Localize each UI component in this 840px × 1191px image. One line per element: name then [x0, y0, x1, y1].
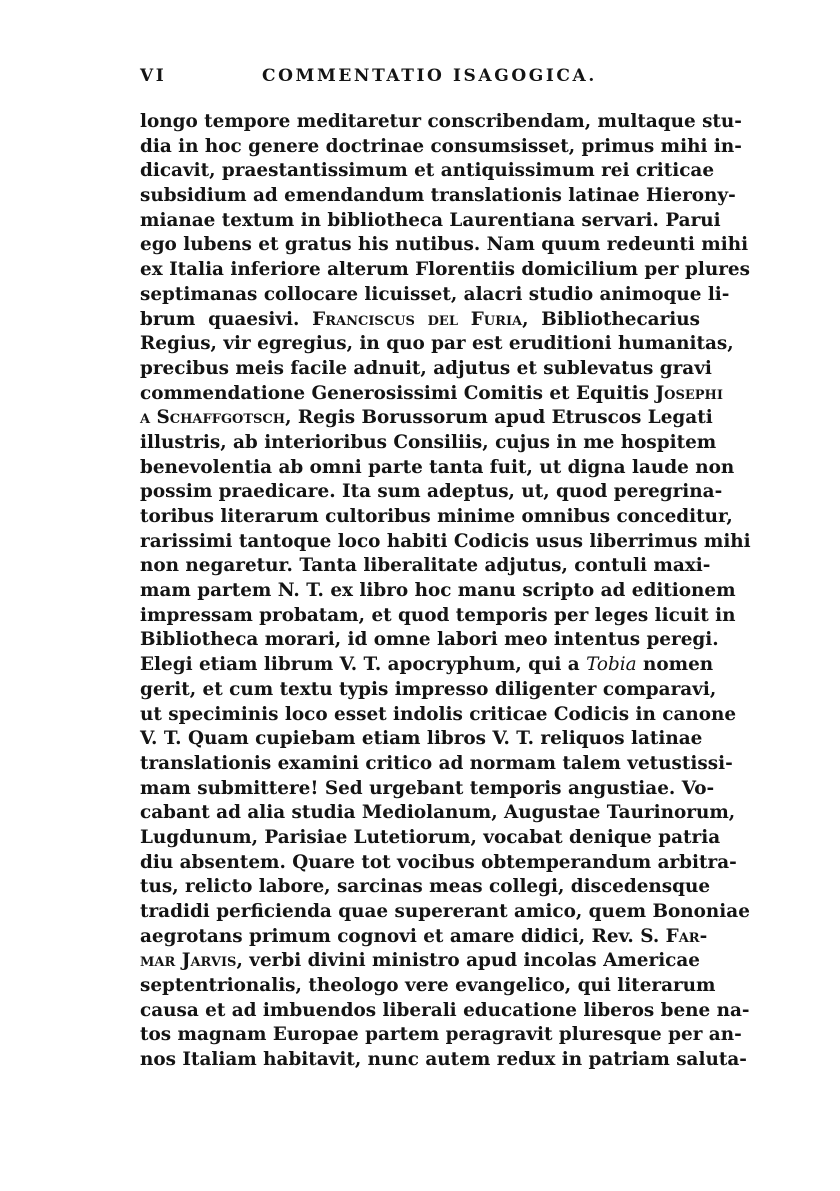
text-line: Lugdunum, Parisiae Lutetiorum, vocabat denique patria	[140, 826, 721, 848]
text-line: illustris, ab interioribus Consiliis, cujus in me hospitem	[140, 431, 717, 453]
text-line	[140, 653, 714, 678]
text-line: causa et ad imbuendos liberali educatione liberos bene na-	[140, 999, 750, 1021]
text-segment: Elegi etiam librum V. T. apocryphum, qui a	[140, 654, 587, 676]
text-line: toribus literarum cultoribus minime omnibus conceditur,	[140, 506, 733, 527]
text-line: dicavit, praestantissimum et antiquissimum rei criticae	[140, 160, 715, 182]
text-line: septentrionalis, theologo vere evangelico, qui literarum	[140, 975, 716, 997]
text-line: precibus meis facile adnuit, adjutus et sublevatus gravi	[140, 357, 712, 379]
text-line: benevolentia ab omni parte tanta fuit, ut digna laude non	[140, 456, 735, 478]
text-segment: , Bibliothecarius	[522, 308, 700, 330]
text-line: mianae textum in bibliotheca Laurentiana servari. Parui	[140, 209, 721, 231]
text-line: impressam probatam, et quod temporis per leges licuit in	[140, 604, 736, 626]
text-line: diu absentem. Quare tot vocibus obtemperandum arbitra-	[140, 851, 737, 873]
text-segment: Josephi	[655, 382, 723, 404]
text-line	[140, 406, 713, 431]
text-line: ego lubens et gratus his nutibus. Nam quum redeunti mihi	[140, 234, 749, 256]
text-segment: commendatione Generosissimi Comitis et Equitis	[140, 382, 656, 404]
text-line	[140, 949, 700, 974]
text-line: cabant ad alia studia Mediolanum, Augustae Taurinorum,	[140, 802, 736, 824]
text-segment: aegrotans primum cognovi et amare didici, Rev. S.	[140, 925, 666, 947]
text-line: nos Italiam habitavit, nunc autem redux in patriam saluta-	[140, 1049, 747, 1071]
text-line: tus, relicto labore, sarcinas meas collegi, discedensque	[140, 876, 711, 898]
text-line: mam partem N. T. ex libro hoc manu scripto ad editionem	[140, 580, 736, 602]
text-line: mam submittere! Sed urgebant temporis angustiae. Vo-	[140, 777, 715, 799]
text-line: septimanas collocare licuisset, alacri studio animoque li-	[140, 283, 730, 305]
body-text	[140, 110, 751, 1073]
text-line: possim praedicare. Ita sum adeptus, ut, quod peregrina-	[140, 481, 723, 503]
text-segment: a Schaffgotsch	[140, 407, 286, 429]
text-segment: Far-	[665, 925, 708, 947]
text-segment: , verbi divini ministro apud incolas Americae	[236, 950, 700, 972]
text-line: non negaretur. Tanta liberalitate adjutus, contuli maxi-	[140, 555, 711, 577]
text-line: ut speciminis loco esset indolis criticae Codicis in canone	[140, 703, 737, 725]
page-number: VI	[140, 66, 167, 86]
text-line: rarissimi tantoque loco habiti Codicis usus liberrimus mihi	[140, 530, 751, 552]
text-line: subsidium ad emendandum translationis latinae Hierony-	[140, 185, 736, 207]
text-line	[140, 308, 700, 333]
text-line: dia in hoc genere doctrinae consumsisset, primus mihi in-	[140, 135, 742, 157]
text-line	[140, 382, 723, 407]
text-line: tos magnam Europae partem peragravit pluresque per an-	[140, 1024, 742, 1046]
text-segment: nomen	[636, 654, 714, 676]
text-segment: , Regis Borussorum apud Etruscos Legati	[285, 407, 713, 429]
text-line: tradidi perficienda quae supererant amico, quem Bononiae	[140, 901, 750, 922]
page-header	[140, 66, 700, 90]
text-line: translationis examini critico ad normam talem vetustissi-	[140, 752, 733, 774]
text-line: gerit, et cum textu typis impresso diligenter comparavi,	[140, 678, 717, 700]
text-segment: Franciscus del Furia	[312, 308, 523, 330]
text-line	[140, 925, 708, 950]
text-line: longo tempore meditaretur conscribendam, multaque stu-	[140, 111, 742, 132]
text-segment: Tobia	[586, 654, 637, 676]
text-line: Bibliotheca morari, id omne labori meo intentus peregi.	[140, 629, 719, 651]
text-line: ex Italia inferiore alterum Florentiis domicilium per plures	[140, 259, 750, 281]
text-segment: mar Jarvis	[140, 950, 237, 972]
text-segment: brum quaesivi.	[140, 308, 313, 330]
running-title: COMMENTATIO ISAGOGICA.	[262, 66, 597, 86]
text-line: Regius, vir egregius, in quo par est eruditioni humanitas,	[140, 333, 734, 355]
text-line: V. T. Quam cupiebam etiam libros V. T. reliquos latinae	[140, 728, 703, 750]
